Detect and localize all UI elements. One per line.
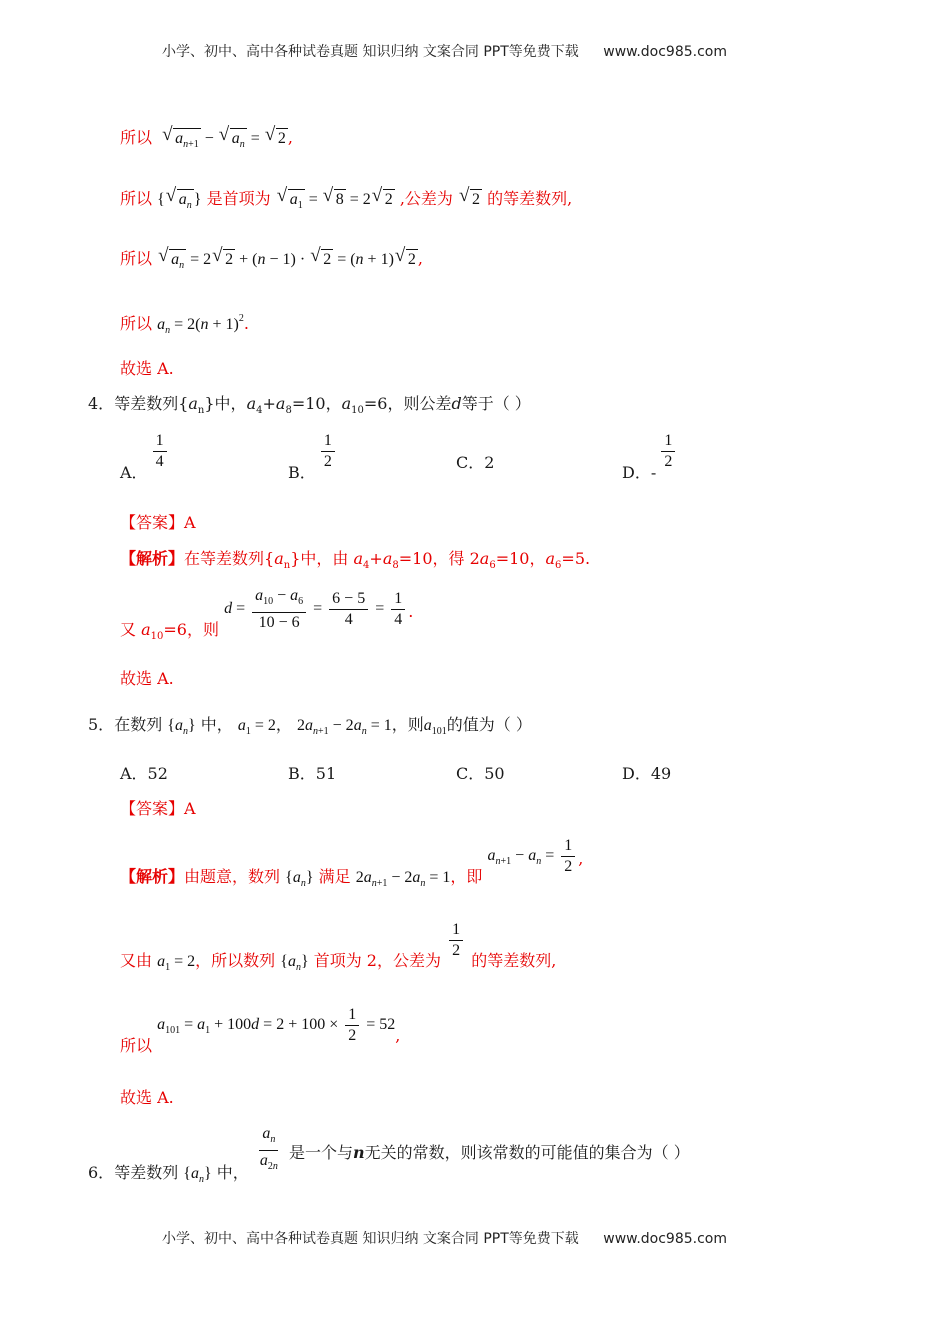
q5-analysis-line1: 【解析】由题意，数列 $\{a_n\}$ 满足 $2a_{n+1} - 2a_n = 1$，即 $a_{n+1} - a_n$ = $\frac{1}{2}$ , <box>120 837 584 890</box>
q4-option-d: D．- $\frac{1}{2}$ <box>622 431 678 472</box>
s3-line4: 所以 $a_n = 2(n + 1)^2$. <box>120 313 249 336</box>
s3-line1: 所以 √ $a_{n+1}$ − √ $a_n$ = √ 2 , <box>120 128 293 155</box>
q5-option-a: A．52 <box>120 764 168 783</box>
page-header <box>162 42 727 62</box>
q4-option-c: C．2 <box>456 453 495 472</box>
q5-option-d: D．49 <box>622 764 672 783</box>
footer-site: www.doc985.com <box>603 1231 727 1247</box>
q5-answer: 【答案】A <box>120 799 196 818</box>
q5-option-b: B．51 <box>288 764 337 783</box>
q5-analysis-line3: 所以 $a_{101} = a_1 + 100d = 2 + 100$ × $\frac{1}{2}$ = 52, <box>120 1006 401 1056</box>
header-text: 小学、初中、高中各种试卷真题 知识归纳 文案合同 PPT等免费下载 <box>162 44 579 60</box>
q6-stem: 6．等差数列 $\{a_n\}$ 中， $\frac{a_n}{a_{2n}}$ 是一个与n无关的常数，则该常数的可能值的集合为（ ） <box>88 1125 690 1186</box>
footer-text: 小学、初中、高中各种试卷真题 知识归纳 文案合同 PPT等免费下载 <box>162 1231 579 1247</box>
q5-conclusion: 故选 A. <box>120 1088 174 1107</box>
header-site: www.doc985.com <box>603 44 727 60</box>
q4-analysis-line2: 又 $a_{10}=6$，则 d = $\frac{a_{10} - a_6}{10 - 6}$ = $\frac{6 - 5}{4}$ = $\frac{1}{4}$ . <box>120 587 414 643</box>
q4-stem: 4．等差数列$\{a_n\}$中，$a_4+a_8=10$，$a_{10}=6$，则公差d等于（ ） <box>88 394 531 416</box>
q5-stem: 5．在数列 $\{a_n\}$ 中， $a_1 = 2$， $2a_{n+1} - 2a_n = 1$，则$a_{101}$的值为（ ） <box>88 715 532 737</box>
q4-option-b: B． $\frac{1}{2}$ <box>288 431 338 472</box>
q4-option-a: A． $\frac{1}{4}$ <box>120 431 170 472</box>
s3-conclusion: 故选 A. <box>120 359 174 378</box>
q4-answer: 【答案】A <box>120 513 196 532</box>
s3-line3: 所以 √ $a_n = 2√$ 2 + (n − 1) · √ 2 = (n + 1)√ 2 , <box>120 249 423 276</box>
s3-line2: 所以 {√ $a_n$ } 是首项为 √ $a_1$ = √ 8 = 2√ 2 ,公差为 √ 2 的等差数列, <box>120 189 572 216</box>
q5-analysis-line2: 又由 $a_1 = 2$，所以数列 $\{a_n\}$ 首项为 2，公差为 $\frac{1}{2}$ 的等差数列, <box>120 921 557 974</box>
page-footer <box>162 1229 727 1249</box>
q5-option-c: C．50 <box>456 764 505 783</box>
q4-conclusion: 故选 A. <box>120 669 174 688</box>
q4-analysis-line1: 【解析】在等差数列$\{a_n\}$中，由 $a_4+a_8=10$，得 $2a_6=10$，$a_6=5$. <box>120 549 591 571</box>
